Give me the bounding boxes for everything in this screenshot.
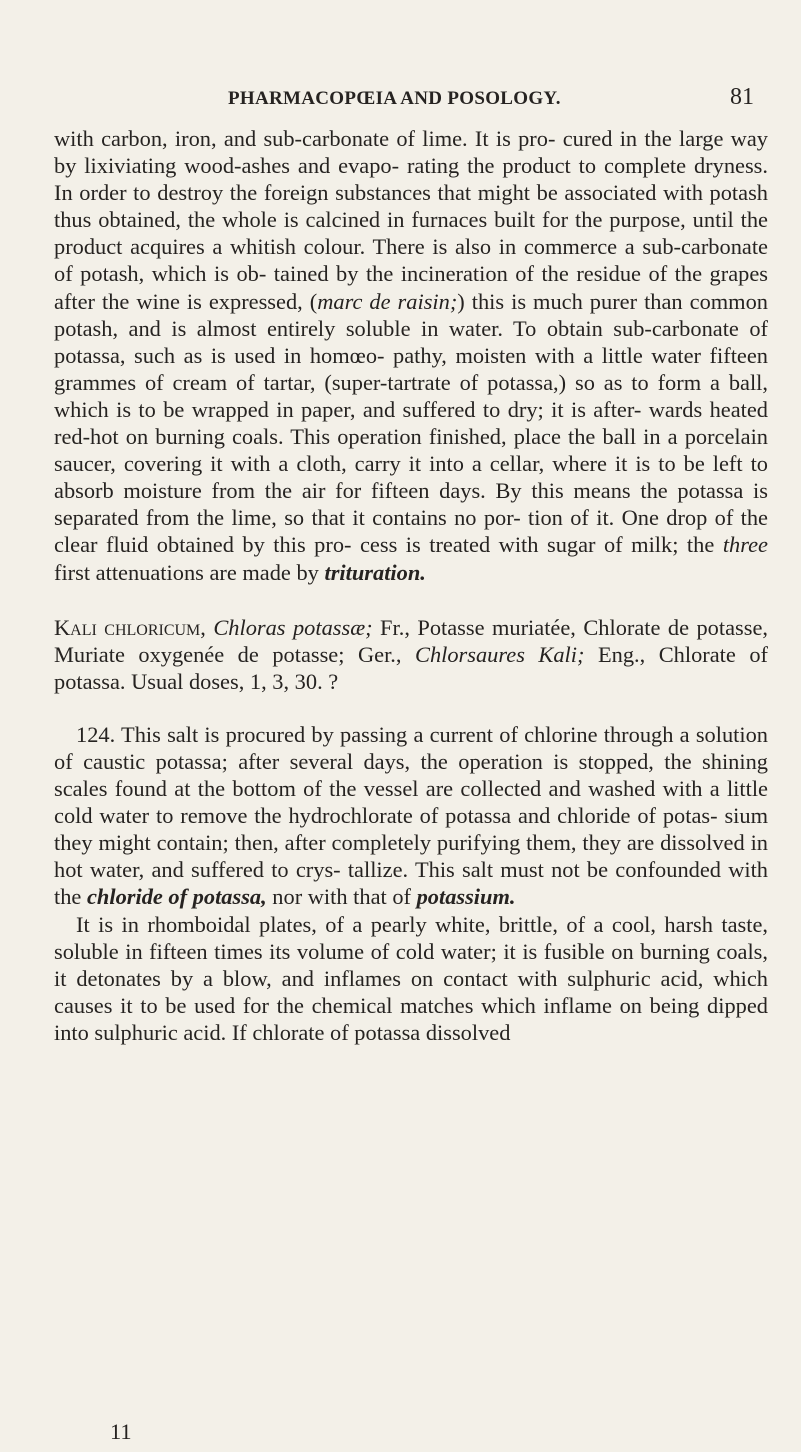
text-run: 124. This salt is procured by passing a current of chlorine through a solution of caustic potassa; after several days, the operation is stopped, the shining scales found at the bottom of the vessel are collected and washed with a little cold water to remove the hydrochlorate of potassa and chloride of potas- sium they might contain; then, after completely purifying them, they are dissolved in hot water, and suffered to crys- tallize. This salt must not be confounded with the [54, 721, 768, 910]
entry-latin-name: Chloras potassæ; [213, 614, 373, 640]
running-head: PHARMACOPŒIA AND POSOLOGY. [228, 88, 561, 109]
italic-run: trituration. [324, 559, 426, 585]
entry-name: Kali chloricum, [54, 614, 206, 640]
page-number: 81 [730, 84, 754, 110]
entry-kali-chloricum [54, 614, 768, 695]
paragraph-124 [54, 721, 768, 911]
text-run: It is in rhomboidal plates, of a pearly white, brittle, of a cool, harsh taste, soluble in fifteen times its volume of cold water; it is fusible on burning coals, it detonates by a blow, and inflames on contact with sulphuric acid, which causes it to be used for the chemical matches which inflame on being dipped into sulphuric acid. If chlorate of potassa dissolved [54, 911, 768, 1045]
italic-run: potassium. [416, 884, 516, 910]
signature-mark: 11 [110, 1419, 132, 1444]
italic-run: chloride of potassa, [86, 884, 267, 910]
italic-run: three [722, 532, 768, 558]
text-run: Eng., Chlorate of potassa. Usual doses, 1, 3, 30. ? [54, 641, 768, 694]
text-run: first attenuations are made by [54, 559, 325, 585]
paragraph-properties [54, 911, 768, 1046]
paragraph-sub-carbonate [54, 125, 768, 586]
text-run: nor with that of [266, 884, 417, 910]
text-run: Fr., Potasse muriatée, Chlorate de potasse, Muriate oxygenée de potasse; Ger., [54, 614, 769, 667]
page-header [54, 84, 766, 118]
entry-german-name: Chlorsaures Kali; [415, 641, 585, 667]
italic-run: marc de raisin; [317, 288, 458, 314]
page-body [54, 125, 768, 1046]
text-run: with carbon, iron, and sub-carbonate of lime. It is pro- cured in the large way by lixiviating wood-ashes and evapo- rating the product to complete dryness. In order to destroy the foreign substances that might be associated with potash thus obtained, the whole is calcined in furnaces built for the purpose, until the product acquires a whitish colour. There is also in commerce a sub-carbonate of potash, which is ob- tained by the incineration of the residue of the grapes after the wine is expressed, ( [54, 126, 768, 314]
text-run: ) this is much purer than common potash, and is almost entirely soluble in water. To obtain sub-carbonate of potassa, such as is used in homœo- pathy, moisten with a little water fifteen grammes of cream of tartar, (super-tartrate of potassa,) so as to form a ball, which is to be wrapped in paper, and suffered to dry; it is after- wards heated red-hot on burning coals. This operation finished, place the ball in a porcelain saucer, covering it with a cloth, carry it into a cellar, where it is to be left to absorb moisture from the air for fifteen days. By this means the potassa is separated from the lime, so that it contains no por- tion of it. One drop of the clear fluid obtained by this pro- cess is treated with sugar of milk; the [54, 288, 768, 558]
